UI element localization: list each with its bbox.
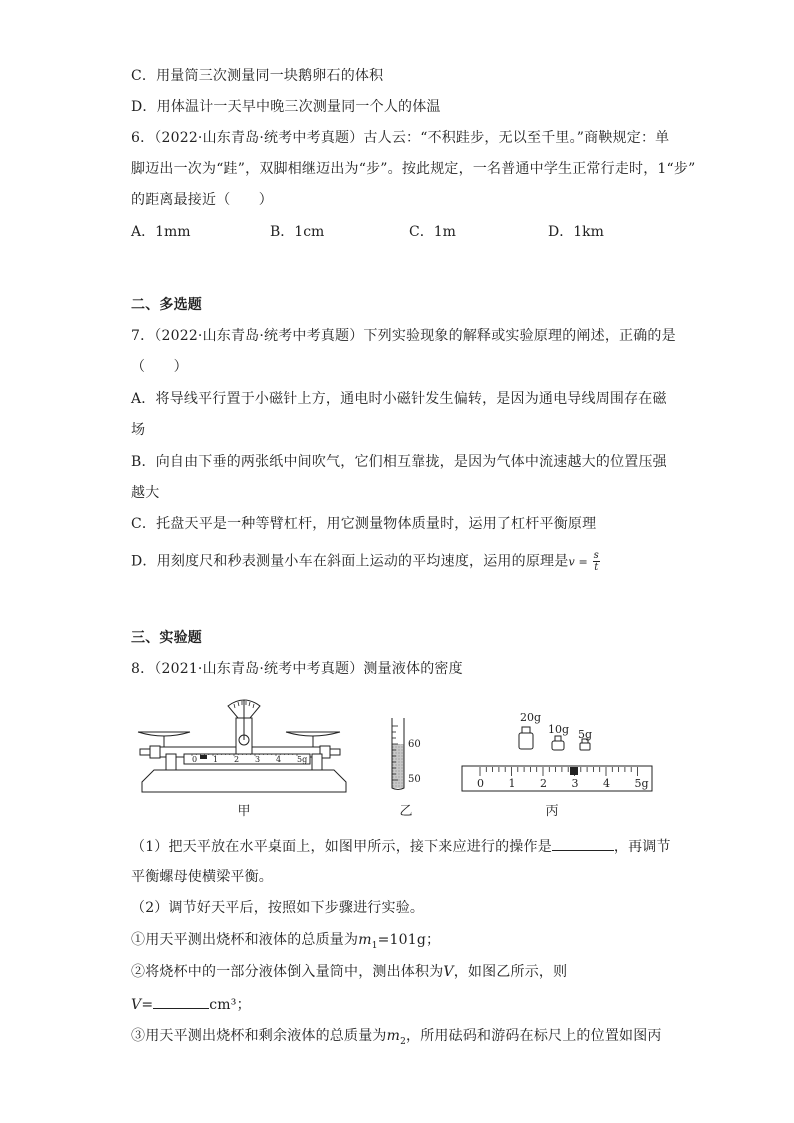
q8-stem-line1: 8．（2021·山东青岛·统考中考真题）测量液体的密度 [131,661,463,677]
balance-rider [200,755,207,759]
q8-step1-value: =101g； [377,932,441,948]
q7-option-c: C．托盘天平是一种等臂杠杆，用它测量物体质量时，运用了杠杆平衡原理 [131,516,597,532]
q8-step2-answer [131,994,251,1015]
cylinder-tick-50: 50 [408,774,421,785]
weight-10g [552,741,564,750]
rider-scale-label: 5g [634,777,649,790]
balance-tick-label: 2 [234,755,240,764]
q5-option-c: C．用量筒三次测量同一块鹅卵石的体积 [131,68,384,84]
figure-label-b: 乙 [399,804,413,819]
sub-1: 1 [371,940,378,951]
q7-option-d [131,550,600,573]
q7-stem-line2: （ ） [131,359,188,375]
q6-stem-line1: 6．（2022·山东青岛·统考中考真题）古人云：“不积跬步，无以至千里。”商鞅规定：单 [131,130,670,146]
left-pan [138,732,190,736]
balance-tick-label: 0 [192,755,198,764]
section-heading-multi-choice: 二、多选题 [131,297,202,313]
var-m1: m [358,932,372,948]
q8-step2-text: ②将烧杯中的一部分液体倒入量筒中，测出体积为 [131,964,444,980]
equals-sign: = [141,997,154,1013]
weight-5g [580,743,590,750]
weight-label-10g: 10g [548,723,570,736]
balance-tick-label: 4 [276,755,282,764]
weight-20g [519,733,533,749]
sub-2: 2 [400,1036,407,1047]
rider-scale-label: 1 [508,777,516,790]
formula-denominator: t [594,562,599,573]
balance-tick-label: 5g [297,755,308,764]
q7-option-b-line2: 越大 [131,485,160,501]
var-v: V [443,964,454,980]
q8-step3-text: ③用天平测出烧杯和剩余液体的总质量为 [131,1028,387,1044]
cylinder-tick-60: 60 [408,739,421,750]
weight-label-5g: 5g [578,728,593,741]
q6-option-c: C．1m [409,224,456,240]
q6-option-d: D．1km [548,224,604,240]
rider-scale-label: 4 [603,777,610,790]
answer-blank-1[interactable] [552,836,614,851]
q7-option-b-line1: B．向自由下垂的两张纸中间吹气，它们相互靠拢，是因为气体中流速越大的位置压强 [131,454,667,470]
balance-figure [136,692,366,797]
q6-stem-line3: 的距离最接近（ ） [131,192,273,208]
rider-scale-bar [462,766,652,791]
q8-part2: （2）调节好天平后，按照如下步骤进行实验。 [131,900,425,916]
liquid-column [392,744,404,788]
q7-option-d-text: D．用刻度尺和秒表测量小车在斜面上运动的平均速度，运用的原理是 [131,553,569,570]
answer-blank-2[interactable] [153,994,209,1009]
rider-scale-label: 0 [477,777,484,790]
q6-option-b: B．1cm [270,224,325,240]
q8-step2-text-b: ，如图乙所示，则 [453,964,568,980]
unit-cm3: cm³； [209,997,251,1013]
q8-step3-text-b: ，所用砝码和游码在标尺上的位置如图丙 [406,1028,662,1044]
q7-stem-line1: 7．（2022·山东青岛·统考中考真题）下列实验现象的解释或实验原理的阐述，正确的是 [131,328,676,344]
figure-label-c: 丙 [545,804,559,819]
q7-option-a-line2: 场 [131,422,146,438]
q7-option-a-line1: A．将导线平行置于小磁针上方，通电时小磁针发生偏转，是因为通电导线周围存在磁 [131,391,667,407]
rider-scale-label: 2 [540,777,547,790]
q8-part1-line1 [131,836,671,857]
balance-tick-label: 1 [213,755,219,764]
measuring-cylinder-figure [386,716,432,792]
weight-label-20g: 20g [520,711,542,724]
weights-and-scale-figure [460,706,660,796]
formula-numerator: s [593,550,599,561]
figure-label-a: 甲 [237,804,251,819]
q8-step1-text: ①用天平测出烧杯和液体的总质量为 [131,932,359,948]
q8-part1-line2: 平衡螺母使横梁平衡。 [131,869,273,885]
speed-formula-fraction [593,550,600,573]
q5-option-d: D．用体温计一天早中晚三次测量同一个人的体温 [131,99,441,115]
rider-scale-label: 3 [571,777,579,790]
q8-step3 [131,1026,662,1052]
q8-part1-text: （1）把天平放在水平桌面上，如图甲所示，接下来应进行的操作是 [131,839,552,855]
var-v-answer: V [131,997,142,1013]
var-m2: m [386,1028,401,1044]
scale-rider [570,767,578,775]
q6-stem-line2: 脚迈出一次为“跬”，双脚相继迈出为“步”。按此规定，一名普通中学生正常行走时，1“步” [131,161,696,177]
q8-step2 [131,962,567,982]
q8-step1 [131,930,440,956]
formula-lhs: v = [568,555,588,569]
q8-part1-text-b: ，再调节 [613,839,671,855]
section-heading-experiment: 三、实验题 [131,630,202,646]
balance-tick-label: 3 [255,755,261,764]
right-pan [286,732,340,736]
q6-option-a: A．1mm [131,224,191,240]
